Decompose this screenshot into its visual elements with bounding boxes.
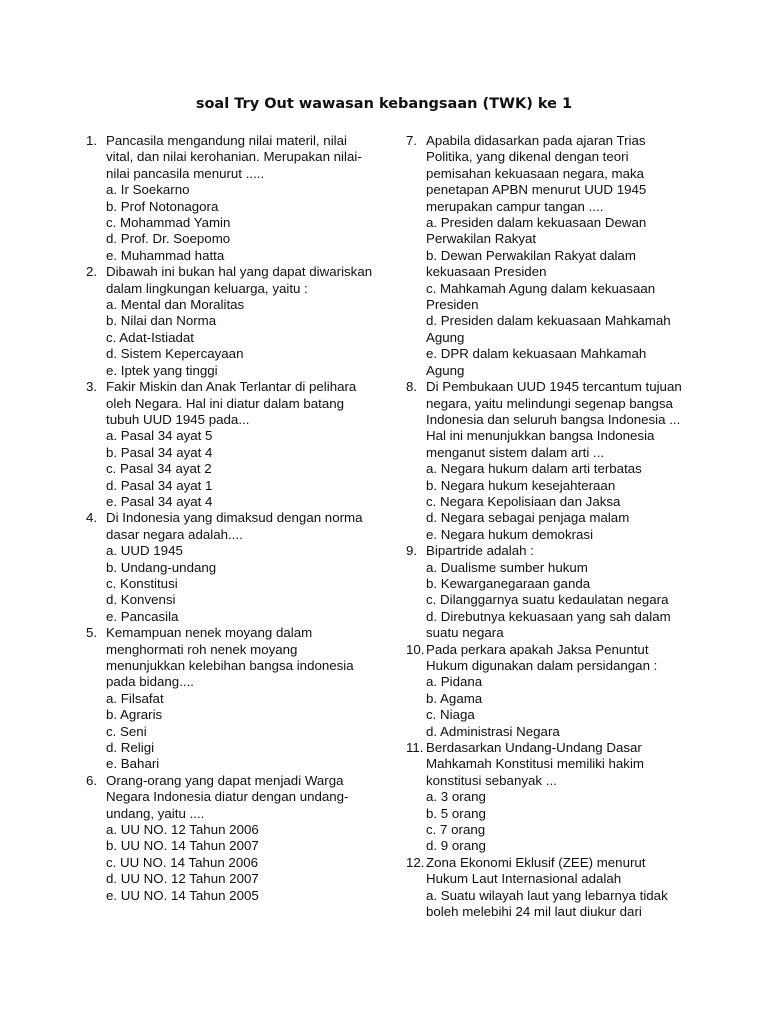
question-item (406, 379, 686, 543)
answer-option: d. Sistem Kepercayaan (106, 346, 244, 362)
answer-option: b. Undang-undang (106, 559, 217, 575)
answer-option: b. Pasal 34 ayat 4 (106, 444, 213, 460)
answer-option: e. Pancasila (106, 608, 179, 624)
answer-option: e. Iptek yang tinggi (106, 362, 218, 378)
question-item (406, 133, 686, 379)
answer-option: c. Mahkamah Agung dalam kekuasaan Presiden (426, 280, 656, 313)
answer-option: c. Pasal 34 ayat 2 (106, 461, 212, 477)
question-text: Dibawah ini bukan hal yang dapat diwariskan dalam lingkungan keluarga, yaitu : (106, 264, 373, 296)
answer-option: a. Dualisme sumber hukum (426, 559, 588, 575)
answer-option: c. Seni (106, 723, 147, 739)
answer-option: d. Presiden dalam kekuasaan Mahkamah Agung (426, 313, 671, 345)
answer-option: d. Negara sebagai penjaga malam (426, 510, 630, 526)
answer-option: a. Pidana (426, 674, 483, 690)
answer-option: e. Bahari (106, 756, 160, 772)
answer-option: a. Pasal 34 ayat 5 (106, 428, 213, 444)
answer-option: e. UU NO. 14 Tahun 2005 (106, 887, 259, 903)
question-text: Kemampuan nenek moyang dalam menghormati roh nenek moyang menunjukkan kelebihan bangsa indonesia pada bidang.... (106, 625, 354, 690)
answer-option: b. UU NO. 14 Tahun 2007 (106, 838, 259, 854)
right-column (406, 133, 686, 921)
answer-option: d. Direbutnya kekuasaan yang sah dalam suatu negara (426, 608, 671, 641)
question-text: Zona Ekonomi Eklusif (ZEE) menurut Hukum Laut Internasional adalah (426, 854, 646, 887)
answer-option: b. Kewarganegaraan ganda (426, 575, 591, 591)
question-text: Pada perkara apakah Jaksa Penuntut Hukum digunakan dalam persidangan : (426, 641, 658, 673)
answer-option: c. Adat-Istiadat (106, 329, 194, 345)
question-item (406, 543, 686, 641)
answer-option: b. Agama (426, 690, 483, 706)
answer-option: e. Pasal 34 ayat 4 (106, 493, 213, 509)
question-number: 6. (86, 772, 98, 788)
question-text: Di Pembukaan UUD 1945 tercantum tujuan negara, yaitu melindungi segenap bangsa Indonesia dan seluruh bangsa Indonesia ... Hal ini menunjukkan bangsa Indonesia menganut sistem dalam arti ... (426, 379, 682, 460)
answer-option: c. Niaga (426, 707, 475, 723)
answer-option: a. UUD 1945 (106, 543, 183, 559)
answer-option: e. DPR dalam kekuasaan Mahkamah Agung (426, 346, 647, 378)
question-item (406, 855, 686, 921)
question-number: 4. (86, 510, 98, 526)
question-number: 10. (406, 641, 425, 657)
answer-option: d. 9 orang (426, 838, 486, 854)
answer-option: c. UU NO. 14 Tahun 2006 (106, 854, 259, 870)
question-item (86, 264, 376, 379)
answer-option: a. Filsafat (106, 690, 164, 706)
question-item (86, 379, 376, 510)
answer-option: d. Prof. Dr. Soepomo (106, 231, 231, 247)
question-text: Pancasila mengandung nilai materil, nilai vital, dan nilai kerohanian. Merupakan nilai-nilai pancasila menurut ..... (106, 133, 362, 181)
left-column (86, 133, 376, 904)
answer-option: b. Agraris (106, 707, 163, 723)
answer-option: a. Ir Soekarno (106, 182, 190, 198)
question-text: Di Indonesia yang dimaksud dengan norma dasar negara adalah.... (106, 510, 363, 542)
question-text: Orang-orang yang dapat menjadi Warga Negara Indonesia diatur dengan undang-undang, yaitu .... (106, 772, 349, 821)
answer-option: a. 3 orang (426, 789, 486, 805)
question-number: 12. (406, 854, 425, 870)
answer-option: c. Konstitusi (106, 575, 178, 591)
answer-option: b. 5 orang (426, 805, 486, 821)
question-number: 11. (406, 740, 424, 756)
question-number: 2. (86, 264, 98, 280)
answer-option: c. Negara Kepolisiaan dan Jaksa (426, 493, 621, 509)
question-text: Fakir Miskin dan Anak Terlantar di pelihara oleh Negara. Hal ini diatur dalam batang tubuh UUD 1945 pada... (106, 379, 357, 427)
answer-option: a. Presiden dalam kekuasaan Dewan Perwakilan Rakyat (426, 215, 647, 247)
answer-option: a. UU NO. 12 Tahun 2006 (106, 822, 259, 838)
page-title: soal Try Out wawasan kebangsaan (TWK) ke 1 (195, 96, 573, 112)
answer-option: d. Konvensi (106, 592, 176, 608)
question-item (406, 642, 686, 740)
answer-option: d. UU NO. 12 Tahun 2007 (106, 871, 259, 887)
question-item (406, 740, 686, 855)
answer-option: d. Pasal 34 ayat 1 (106, 477, 213, 493)
answer-option: b. Prof Notonagora (106, 198, 219, 214)
question-number: 8. (406, 379, 418, 395)
question-text: Apabila didasarkan pada ajaran Trias Politika, yang dikenal dengan teori pemisahan kekuasaan negara, maka penetapan APBN menurut UUD 1945 merupakan campur tangan .... (426, 133, 647, 214)
question-number: 1. (86, 133, 98, 148)
answer-option: b. Nilai dan Norma (106, 313, 217, 329)
question-item (86, 773, 376, 904)
answer-option: c. Dilanggarnya suatu kedaulatan negara (426, 592, 669, 608)
question-item (86, 625, 376, 773)
answer-option: e. Muhammad hatta (106, 247, 225, 263)
answer-option: d. Religi (106, 740, 155, 756)
question-number: 7. (406, 133, 418, 148)
answer-option: b. Dewan Perwakilan Rakyat dalam kekuasaan Presiden (426, 247, 636, 280)
answer-option: a. Mental dan Moralitas (106, 297, 245, 313)
question-item (86, 133, 376, 264)
answer-option: a. Negara hukum dalam arti terbatas (426, 461, 642, 477)
question-number: 5. (86, 625, 98, 641)
question-number: 9. (406, 543, 418, 559)
question-number: 3. (86, 379, 98, 395)
answer-option: c. 7 orang (426, 822, 486, 838)
answer-option: d. Administrasi Negara (426, 723, 560, 739)
question-text: Berdasarkan Undang-Undang Dasar Mahkamah Konstitusi memiliki hakim konstitusi sebanyak ... (426, 740, 644, 788)
question-item (86, 510, 376, 625)
answer-option: a. Suatu wilayah laut yang lebarnya tidak boleh melebihi 24 mil laut diukur dari (426, 887, 668, 920)
answer-option: b. Negara hukum kesejahteraan (426, 477, 616, 493)
answer-option: e. Negara hukum demokrasi (426, 526, 594, 542)
answer-option: c. Mohammad Yamin (106, 215, 231, 231)
question-text: Bipartride adalah : (426, 543, 534, 559)
